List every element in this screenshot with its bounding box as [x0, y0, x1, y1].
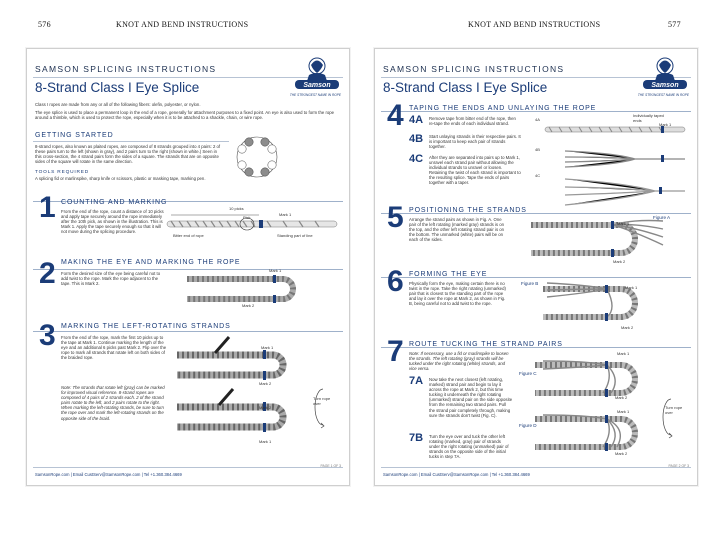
step7-heading: ROUTE TUCKING THE STRAND PAIRS [409, 341, 563, 348]
step2-number: 2 [39, 257, 56, 290]
getting-started-text: 8-strand ropes, also known as plaited ropes, are composed of 8 strands grouped into 4 pairs: 2 of these pairs turn to the left (shown in gray), and 2 pairs turn to the right (shown in white.) Seen in this cross-section, the 4 strand pairs form the sides of a square. The strands that are on opposite sides of the square will rotate in the same direction. [35, 144, 221, 165]
step3-rule [33, 331, 343, 332]
step5-positioning-diagram [523, 217, 683, 271]
step4-individually-taped-label: Individually taped ends [633, 113, 664, 123]
step4c-number: 4C [409, 153, 424, 165]
samson-logo-icon [635, 53, 689, 93]
right-page-number: 577 [668, 20, 681, 29]
figure-a-label: Figure A [653, 215, 671, 220]
step4-diagram-label-4a: 4A [535, 117, 540, 122]
samson-logo [287, 53, 341, 101]
step7-number: 7 [387, 335, 404, 368]
step6-number: 6 [387, 265, 404, 298]
step6-text: Physically form the eye, making certain there is no twist in the rope. Take the right rotating (unmarked) pair that is closest to the standing part of the rope and lay it over the rope at Mark 2, as shown in Fig. B, being careful not to add twist to the rope. [409, 281, 506, 307]
rope-cross-section-diagram [235, 135, 279, 179]
step3-eye-lower [177, 389, 283, 432]
step2-mark1-label: Mark 1 [269, 268, 282, 273]
right-page [374, 48, 698, 486]
footer-rule [381, 467, 691, 468]
section-rule [33, 141, 229, 142]
step3-mark1-lower-label: Mark 1 [259, 439, 272, 444]
left-running-head: KNOT AND BEND INSTRUCTIONS [116, 20, 249, 29]
footer-rule [33, 467, 343, 468]
step6-mark2-label: Mark 2 [621, 325, 634, 330]
step4-diagram-label-4b: 4B [535, 147, 540, 152]
step5-number: 5 [387, 201, 404, 234]
step5-heading: POSITIONING THE STRANDS [409, 207, 527, 214]
step2-rule [33, 269, 343, 270]
tools-text: A splicing fid or marlinspike, sharp knife or scissors, plastic or masking tape, marking pen. [35, 176, 206, 181]
step7a-number: 7A [409, 375, 424, 387]
step4a-number: 4A [409, 114, 424, 126]
figure-c-label: Figure C [519, 371, 537, 376]
step7-turn-over-label: Turn rope over [665, 405, 683, 415]
step3-turn-over-label: Turn rope over [313, 396, 331, 406]
samson-logo [635, 53, 689, 101]
step1-bitter-end-label: Bitter end of rope [173, 233, 204, 238]
step3-mark2-lower-label: Mark 2 [259, 405, 272, 410]
step4c-text: After they are separated into pairs up to Mark 1, unravel each strand pair without allowing the individual strands to unravel or loosen. Retaining the twist of each strand is important to the resulting splice. Tape the ends of pairs together with a taper. [429, 155, 521, 186]
step7a-text: Now take the next closest (left rotating, marked) strand pair and begin to lay it across the rope at Mark 2, but this time tucking it underneath the right rotating (unmarked) strand pair on the side opposite from the remaining two strand pairs. Pull the strand pair completely through, making sure the strands don't twist (Fig. C). [429, 377, 513, 418]
page-title: 8-Strand Class I Eye Splice [383, 80, 548, 95]
step3-mark1-upper-label: Mark 1 [261, 345, 274, 350]
step3-eye-upper [177, 337, 283, 380]
step6-heading: FORMING THE EYE [409, 271, 488, 278]
step2-eye-diagram [177, 271, 337, 307]
getting-started-heading: GETTING STARTED [35, 132, 114, 139]
logo-text: Samson [651, 82, 679, 89]
step7-mark1-c-label: Mark 1 [617, 351, 630, 356]
step4a-rope [545, 126, 685, 133]
right-running-head: KNOT AND BEND INSTRUCTIONS [468, 20, 601, 29]
step1-text: From the end of the rope, count a distance of 10 picks and apply tape securely around the rope immediately after the 10th pick, as shown in the illustration. This is Mark 1. Apply the tape securely enough so that it will not move during the splicing procedure. [61, 209, 164, 235]
step7-mark1-d-label: Mark 1 [617, 409, 630, 414]
step4b-text: Start unlaying strands in their respective pairs. It is important to keep each pair of strands together. [429, 134, 521, 150]
step7-note: Note: If necessary, use a fid or marlinspike to loosen the strands. The left rotating (gray) strands will be tucked under the right rotating (white) strands, and vice versa. [409, 351, 509, 372]
step3-heading: MARKING THE LEFT-ROTATING STRANDS [61, 323, 231, 330]
step3-mark2-upper-label: Mark 2 [259, 381, 272, 386]
step7-mark2-d-label: Mark 2 [615, 451, 628, 456]
step3-text: From the end of the rope, mark the first 10 picks up to the tape at Mark 1. Continue marking the length of the eye and an additional 6 picks past Mark 2. Flip over the rope to mark all strands that rotate left on both sides of the braided rope. [61, 335, 167, 361]
step4b-number: 4B [409, 133, 424, 145]
step4-diagram-label-4c: 4C [535, 173, 541, 178]
contact-footer: SamsonRope.com | Email CustServ@SamsonRope.com | Tel +1.360.384.4669 [383, 472, 530, 477]
step4c-rope [565, 179, 685, 205]
page-title: 8-Strand Class I Eye Splice [35, 80, 200, 95]
step4a-text: Remove tape from bitter end of the rope, then re-tape the ends of each individual strand. [429, 116, 516, 127]
step3-note: Note: The strands that rotate left (gray) can be marked for improved visual reference. 8-strand ropes are composed of 4 pairs of 2 strands each. 2 of the strand pairs rotate to the left, and 2 pairs rotate to the right. When marking the left-rotating strands, be sure to turn the rope over and mark the left-rotating strands on the opposite side of the braid. [61, 385, 165, 421]
intro-paragraph-1: Class I ropes are made from any or all of the following fibers: olefin, polyester, or nylon. [35, 102, 201, 107]
tools-heading: TOOLS REQUIRED [35, 170, 90, 175]
left-page-number: 576 [38, 20, 51, 29]
tagline: THE STRONGEST NAME IN ROPE [289, 93, 341, 97]
step2-mark2-label: Mark 2 [242, 303, 255, 308]
step1-pick-label: Pick [243, 215, 251, 220]
series-heading: SAMSON SPLICING INSTRUCTIONS [35, 64, 217, 74]
figure-d-label: Figure D [519, 423, 537, 428]
step3-marking-diagram [173, 333, 343, 443]
step4-number: 4 [387, 99, 404, 132]
left-page [26, 48, 350, 486]
step7-mark2-c-label: Mark 2 [615, 395, 628, 400]
intro-paragraph-2: The eye splice is used to place a permanent loop in the end of a rope, generally for attachment purposes to a fixed point. An eye is also used to form the rope around a thimble, which is used to protect the rope, especially when it is to be attached to a shackle, chain, or wire rope. [35, 110, 335, 121]
step1-mark1-label: Mark 1 [279, 212, 292, 217]
step5-mark1-label: Mark 1 [617, 221, 630, 226]
page-indicator: PAGE 2 OF 3 [668, 464, 689, 468]
step4-heading: TAPING THE ENDS AND UNLAYING THE ROPE [409, 105, 597, 112]
logo-text: Samson [303, 82, 331, 89]
step2-heading: MAKING THE EYE AND MARKING THE ROPE [61, 259, 241, 266]
step2-text: Form the desired size of the eye being careful not to add twist to the rope. Mark the rope adjacent to the tape. This is Mark 2. [61, 271, 161, 287]
step1-standing-part-label: Standing part of line [277, 233, 313, 238]
step7b-number: 7B [409, 432, 424, 444]
step1-number: 1 [39, 191, 56, 224]
step4-unlaying-diagram [535, 119, 691, 209]
samson-logo-icon [287, 53, 341, 93]
step1-picks-label: 10 picks [229, 206, 244, 211]
series-heading: SAMSON SPLICING INSTRUCTIONS [383, 64, 565, 74]
page-indicator: PAGE 1 OF 3 [320, 464, 341, 468]
step4b-rope [565, 151, 685, 167]
step7b-text: Turn the eye over and tuck the other left rotating (marked, gray) pair of strands under the right rotating (unmarked) pair of strands on the opposite side of the initial tucks in step 7A. [429, 434, 509, 460]
step5-mark2-label: Mark 2 [613, 259, 626, 264]
figure-c-drawing [535, 361, 635, 397]
step4-mark1-label: Mark 1 [659, 122, 672, 127]
contact-footer: SamsonRope.com | Email CustServ@SamsonRope.com | Tel +1.360.384.4669 [35, 472, 182, 477]
tagline: THE STRONGEST NAME IN ROPE [637, 93, 689, 97]
step6-mark1-label: Mark 1 [625, 285, 638, 290]
step5-text: Arrange the strand pairs as shown in Fig. A. One pair of the left rotating (marked gray) strands is on the top, and the other left rotating strand pair is on the bottom. The unmarked (white) pairs will be on each of the sides. [409, 217, 505, 243]
figure-b-label: Figure B [521, 281, 539, 286]
step3-number: 3 [39, 319, 56, 352]
figure-d-drawing [535, 415, 635, 451]
step1-heading: COUNTING AND MARKING [61, 199, 168, 206]
step6-eye-diagram [523, 279, 683, 335]
